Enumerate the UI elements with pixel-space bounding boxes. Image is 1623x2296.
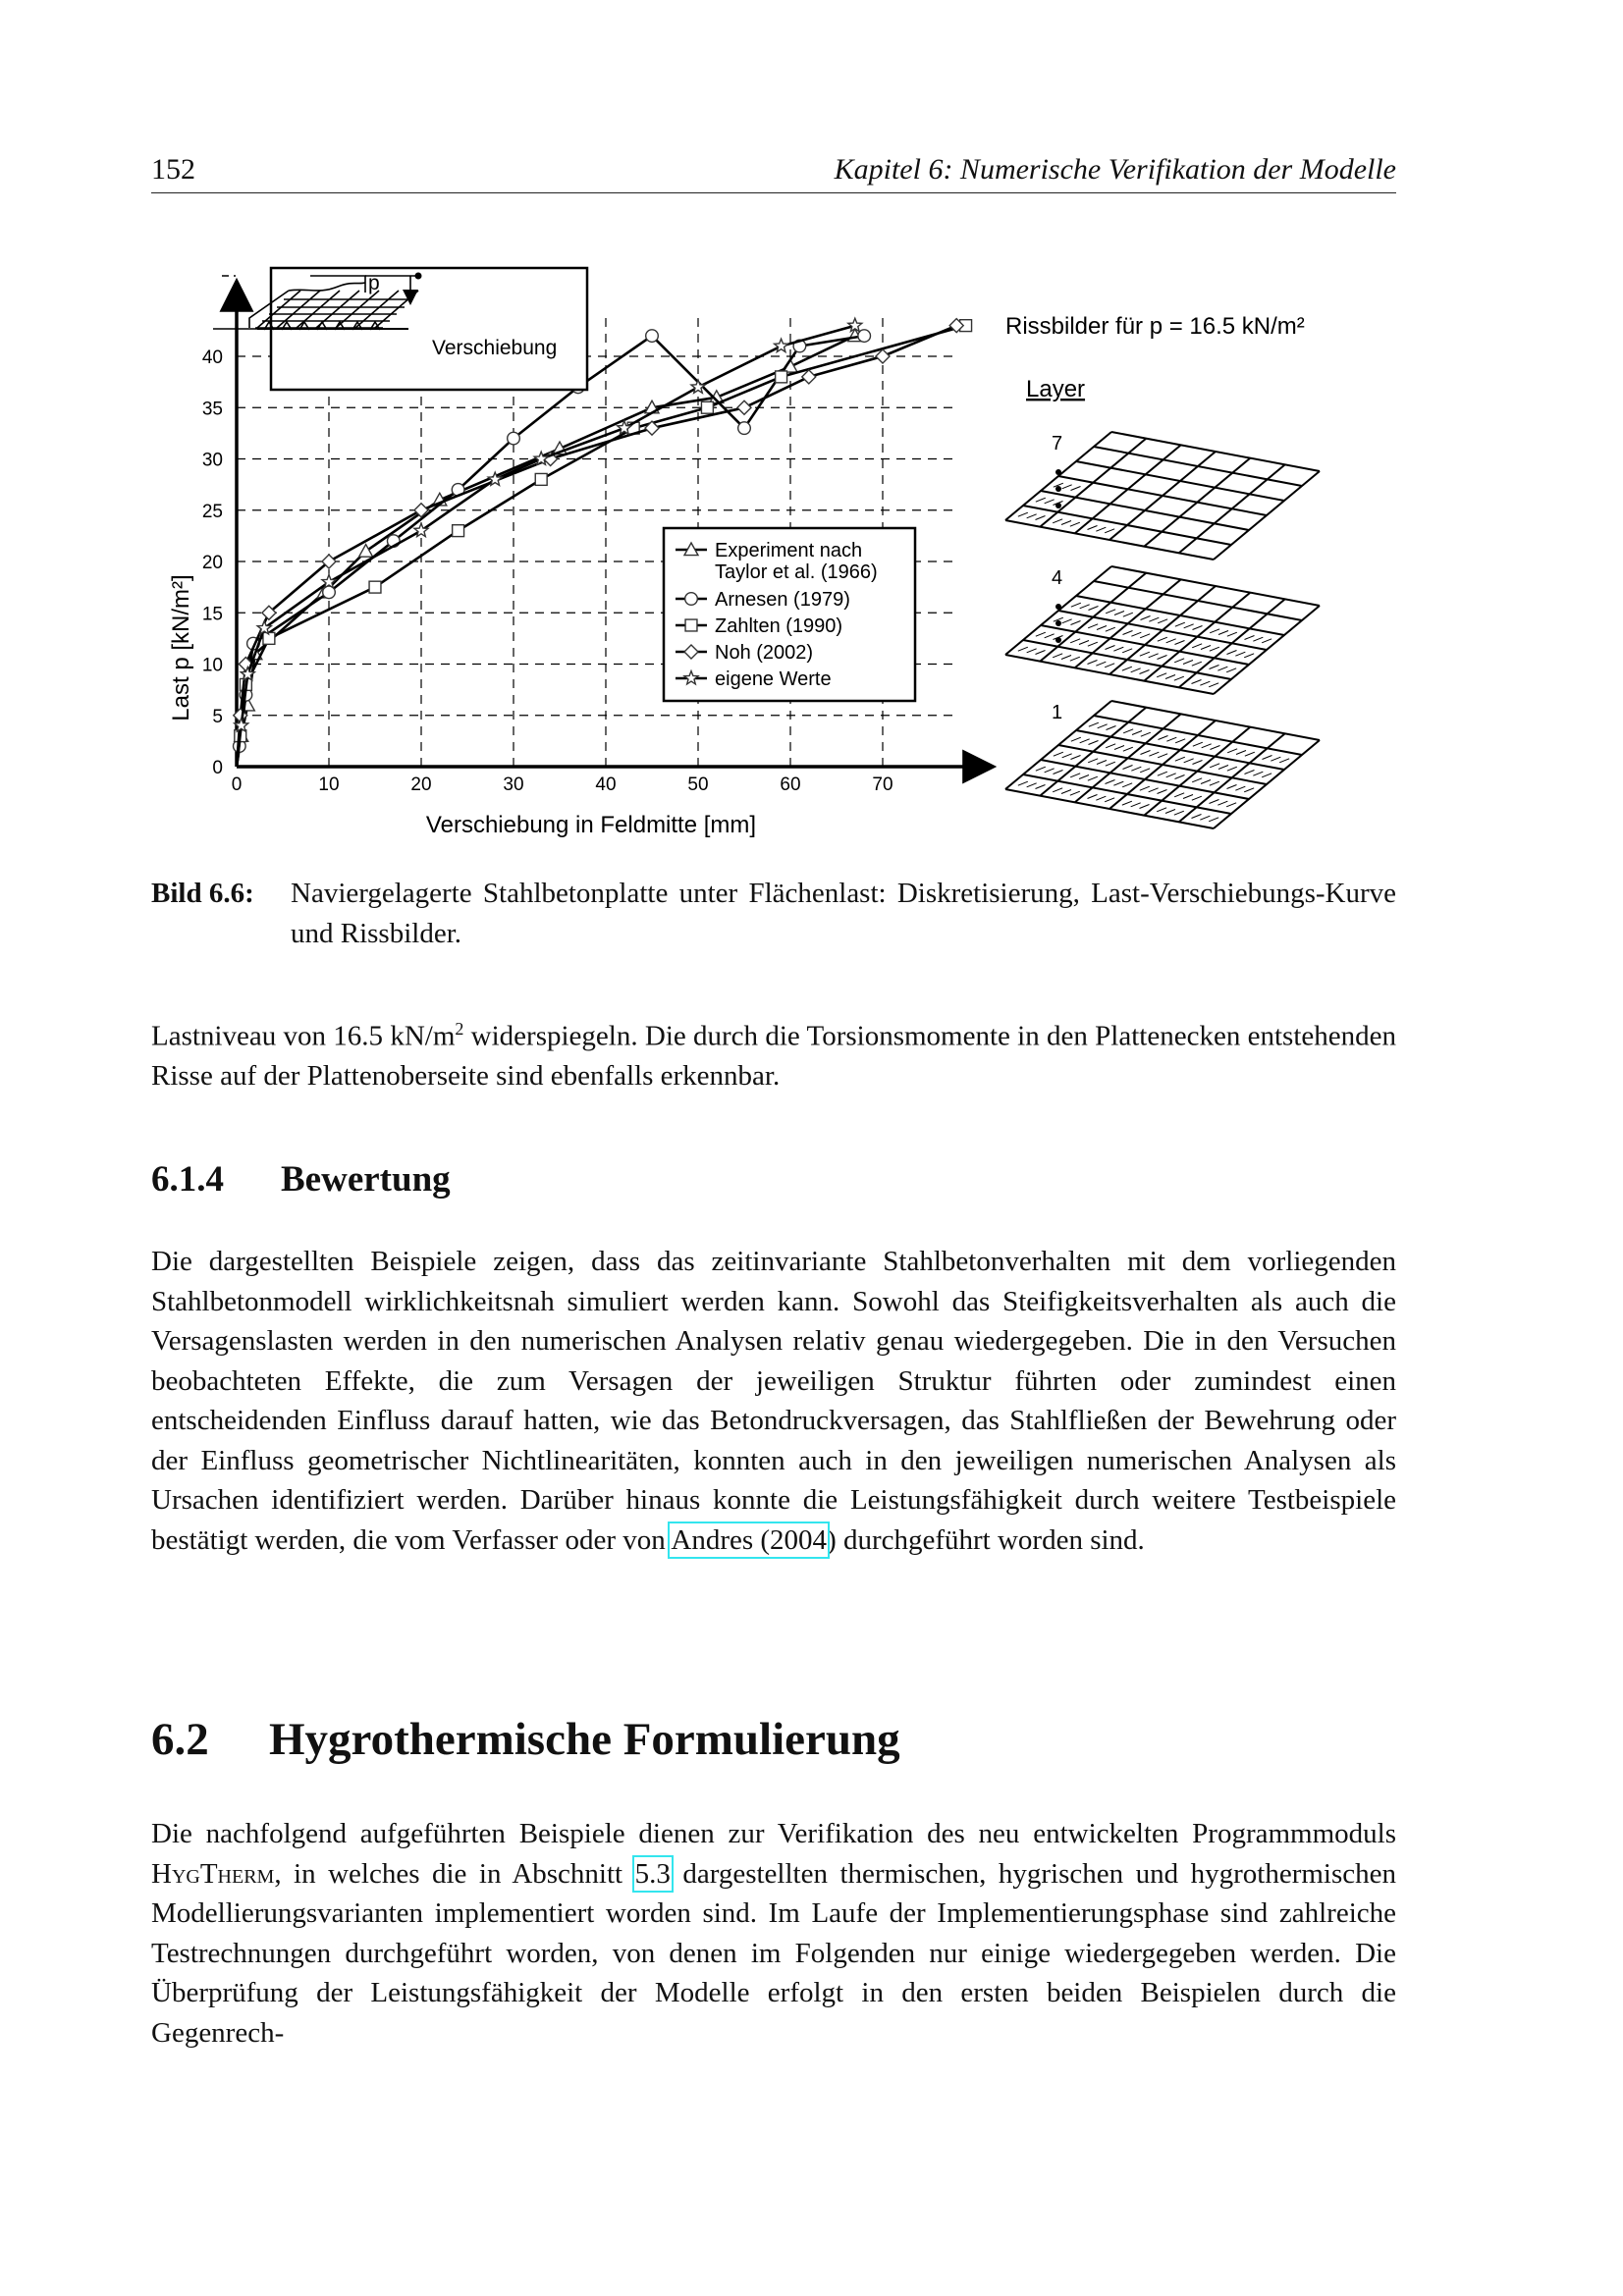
svg-text:10: 10 (318, 774, 340, 795)
svg-text:Taylor et al. (1966): Taylor et al. (1966) (715, 561, 878, 583)
svg-text:15: 15 (201, 604, 223, 625)
para3-text-b: , in welches die in Abschnitt (274, 1857, 635, 1890)
para2-text-b: ) durchgeführt worden sind. (827, 1523, 1145, 1556)
superscript: 2 (455, 1019, 464, 1039)
section-heading-6-1-4 (151, 1158, 451, 1201)
paragraph-bewertung (151, 1242, 1396, 1560)
svg-text:0: 0 (231, 774, 243, 795)
x-axis-label: Verschiebung in Feldmitte [mm] (425, 812, 757, 838)
figure-6-6 (151, 255, 1396, 844)
citation-link-andres-2004[interactable]: Andres (2004 (671, 1523, 828, 1556)
svg-text:40: 40 (201, 347, 223, 368)
caption-label: Bild 6.6: (151, 878, 254, 909)
caption-text: Naviergelagerte Stahlbetonplatte unter Flächenlast: Diskretisierung, Last-Verschiebungs-Kurve und Rissbilder. (291, 878, 1396, 949)
svg-text:0: 0 (212, 758, 223, 778)
chart-legend (664, 528, 915, 701)
svg-text:20: 20 (410, 774, 432, 795)
para1-text-a: Lastniveau von 16.5 kN/m (151, 1020, 456, 1052)
paragraph-hygrothermal (151, 1814, 1396, 2053)
crack-title: Rissbilder für p = 16.5 kN/m² (1005, 313, 1305, 340)
section-number: 6.2 (151, 1714, 209, 1765)
para2-text-a: Die dargestellten Beispiele zeigen, dass das zeitinvariante Stahlbetonverhalten mit dem vorliegenden Stahlbetonmodell wirklichkeitsnah simuliert werden kann. Sowohl das Steifigkeitsverhalten als auch die Versagenslasten werden in den numerischen Analysen relativ genau wiedergegeben. Die in den Versuchen beobachteten Effekte, die zum Versagen der jeweiligen Struktur führten oder zumindest einen entscheidenden Einfluss darauf hatten, wie das Betondruckversagen, das Stahlfließen der Bewehrung oder der Einfluss geometrischer Nichtlinearitäten, konnten auch in den jeweiligen numerischen Analysen als Ursachen identifiziert werden. Darüber hinaus konnte die Leistungsfähigkeit durch weitere Testbeispiele bestätigt werden, die vom Verfasser oder von (151, 1246, 1396, 1556)
layer-label-4: 4 (1052, 567, 1063, 589)
page-header (151, 149, 1396, 193)
load-displacement-chart (151, 255, 1396, 844)
inset-displacement-label: Verschiebung (432, 337, 558, 359)
svg-text:Zahlten (1990): Zahlten (1990) (715, 615, 843, 637)
svg-text:50: 50 (687, 774, 709, 795)
svg-text:Arnesen (1979): Arnesen (1979) (715, 589, 850, 611)
paragraph-load-level (151, 1009, 1396, 1096)
figure-caption (151, 874, 1396, 954)
svg-text:Noh (2002): Noh (2002) (715, 642, 814, 664)
para3-text-a: Die nachfolgend aufgeführten Beispiele dienen zur Verifikation des neu entwickelten Programmmoduls (151, 1818, 1396, 1849)
crack-patterns (1005, 313, 1320, 828)
svg-text:70: 70 (872, 774, 893, 795)
svg-text:20: 20 (201, 553, 223, 573)
para1-text-b: widerspiegeln. Die durch die Torsionsmomente in den Plattenecken entstehenden Risse auf der Plattenoberseite sind ebenfalls erkennbar. (151, 1020, 1396, 1093)
svg-text:40: 40 (595, 774, 617, 795)
svg-text:30: 30 (201, 450, 223, 471)
svg-text:60: 60 (780, 774, 801, 795)
svg-text:25: 25 (201, 501, 223, 522)
layer-label-7: 7 (1052, 433, 1063, 454)
para3-text-c: dargestellten thermischen, hygrischen und hygrothermischen Modellierungsvarianten implementiert worden sind. Im Laufe der Implementierungsphase sind zahlreiche Testrechnungen durchgeführt worden, von denen im Folgenden nur einige wiedergegeben werden. Die Überprüfung der Leistungsfähigkeit der Modelle erfolgt in den ersten beiden Beispielen durch die Gegenrech- (151, 1857, 1396, 2049)
inset-load-label: p (368, 272, 380, 294)
svg-text:Experiment nach: Experiment nach (715, 540, 863, 561)
svg-text:10: 10 (201, 655, 223, 676)
section-title: Bewertung (281, 1159, 451, 1200)
svg-text:eigene Werte: eigene Werte (715, 668, 832, 690)
layer-heading: Layer (1026, 376, 1086, 402)
section-number: 6.1.4 (151, 1159, 224, 1200)
section-heading-6-2 (151, 1713, 900, 1766)
svg-text:5: 5 (212, 706, 223, 727)
section-ref-link-5-3[interactable]: 5.3 (634, 1857, 671, 1890)
layer-label-1: 1 (1052, 702, 1063, 723)
page-number: 152 (151, 153, 195, 186)
section-title: Hygrothermische Formulierung (269, 1714, 900, 1765)
inset-diagram (213, 268, 587, 390)
program-name: HygTherm (151, 1857, 275, 1890)
svg-text:35: 35 (201, 399, 223, 420)
y-axis-label: Last p [kN/m²] (168, 574, 194, 721)
running-title: Kapitel 6: Numerische Verifikation der Modelle (834, 153, 1396, 186)
svg-text:30: 30 (503, 774, 524, 795)
